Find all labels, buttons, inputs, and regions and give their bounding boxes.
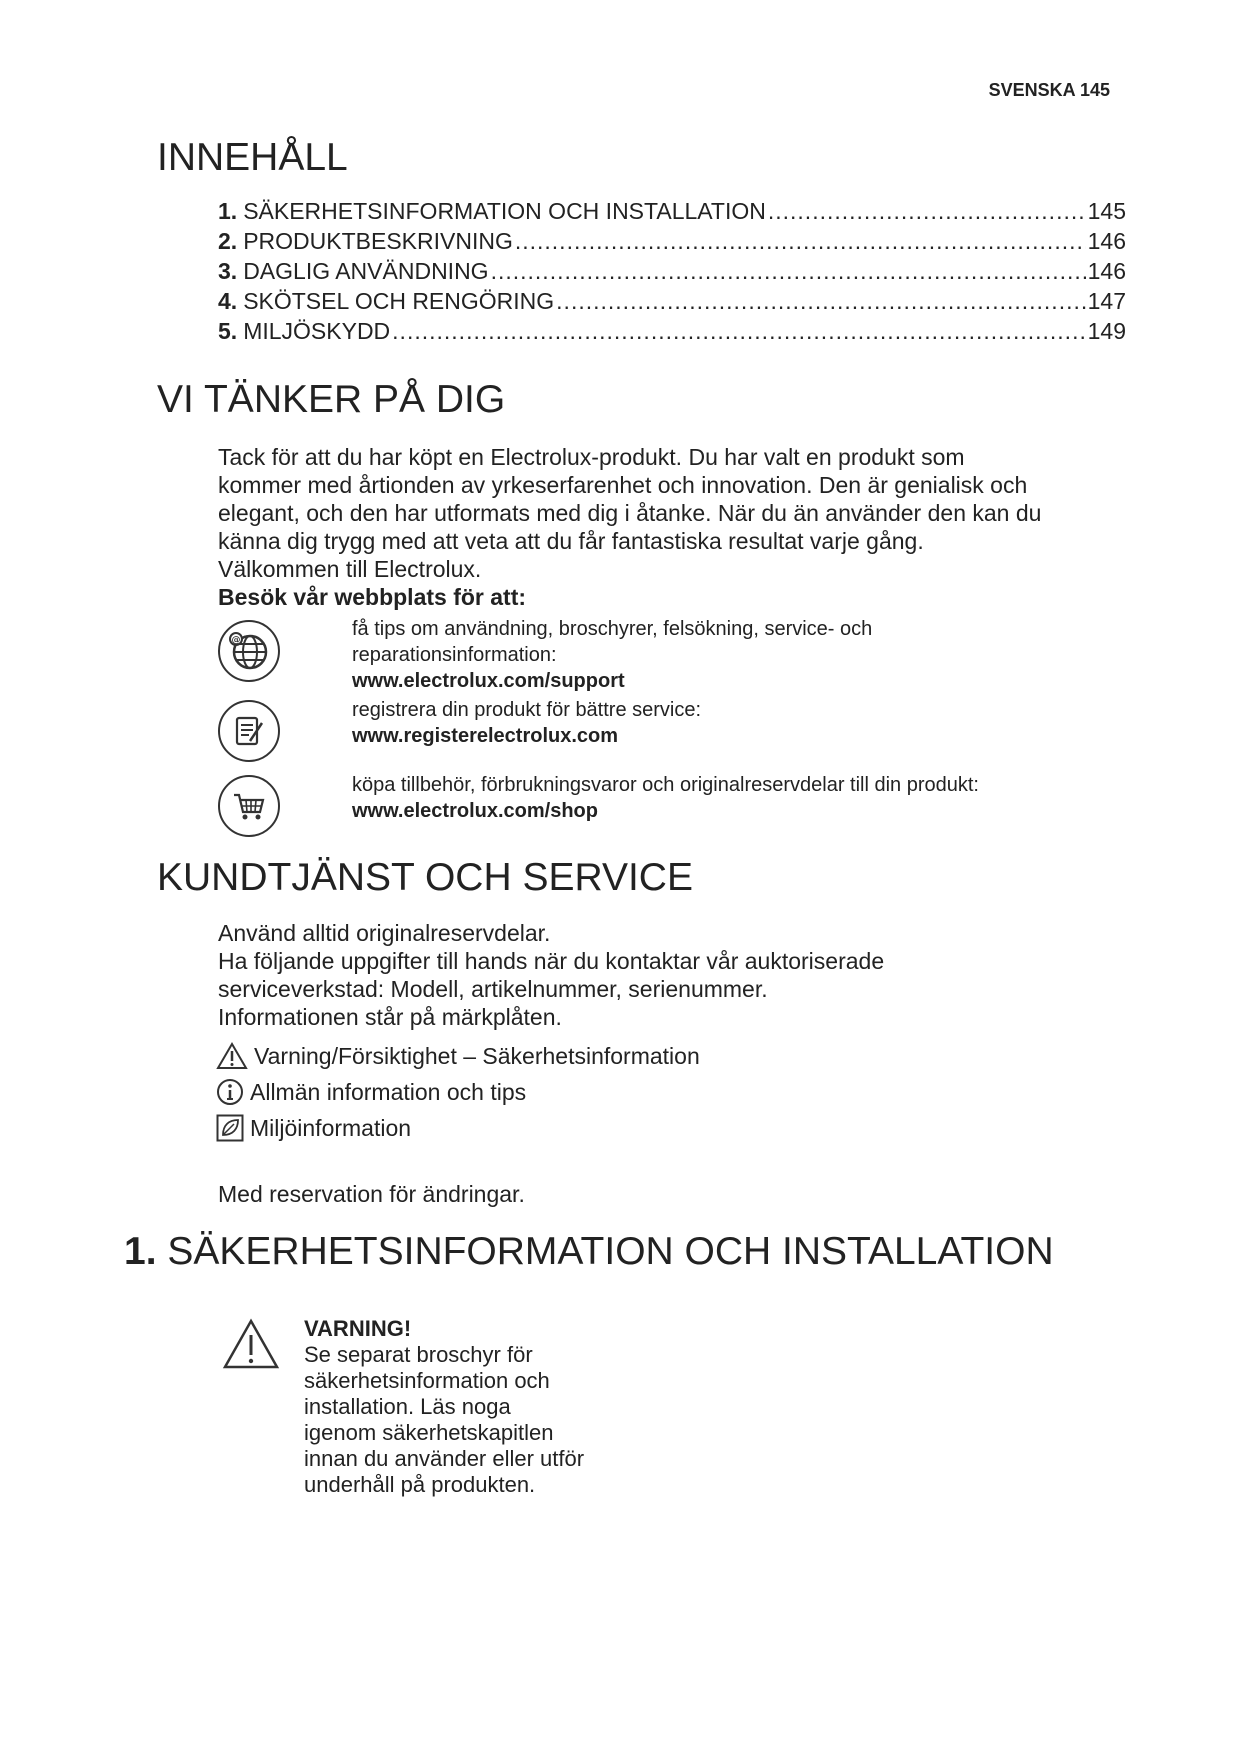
toc-leader-dots bbox=[392, 316, 1085, 346]
toc-item-page: 149 bbox=[1087, 318, 1126, 344]
service-title: KUNDTJÄNST OCH SERVICE bbox=[157, 856, 693, 899]
web-item-support bbox=[352, 616, 1152, 694]
warning-triangle-icon bbox=[222, 1318, 280, 1375]
toc-leader-dots bbox=[556, 286, 1085, 316]
toc-item-number: 5. bbox=[218, 318, 238, 344]
toc-item-title: MILJÖSKYDD bbox=[243, 318, 391, 344]
warning-line: Se separat broschyr för bbox=[304, 1342, 533, 1367]
intro-paragraph bbox=[218, 443, 1138, 611]
warning-triangle-icon bbox=[216, 1042, 248, 1070]
toc-item-page: 146 bbox=[1087, 258, 1126, 284]
toc-item-title: SÄKERHETSINFORMATION OCH INSTALLATION bbox=[243, 198, 766, 224]
toc-title: INNEHÅLL bbox=[157, 136, 348, 179]
web-item-shop bbox=[352, 772, 1172, 824]
svg-text:@: @ bbox=[231, 635, 241, 646]
toc-item[interactable] bbox=[218, 226, 1126, 256]
page-label: SVENSKA 145 bbox=[988, 80, 1110, 100]
warning-line: underhåll på produkten. bbox=[304, 1472, 536, 1497]
safety-section-title bbox=[124, 1230, 1054, 1274]
service-line: serviceverkstad: Modell, artikelnummer, serienummer. bbox=[218, 976, 768, 1002]
toc-item-title: DAGLIG ANVÄNDNING bbox=[243, 258, 489, 284]
intro-line: kommer med årtionden av yrkeserfarenhet och innovation. Den är genialisk och bbox=[218, 472, 1028, 498]
safety-section-text: SÄKERHETSINFORMATION OCH INSTALLATION bbox=[167, 1230, 1054, 1273]
warning-line: innan du använder eller utför bbox=[304, 1446, 585, 1471]
toc-item-title: SKÖTSEL OCH RENGÖRING bbox=[243, 288, 555, 314]
toc-leader-dots bbox=[491, 256, 1086, 286]
visit-heading: Besök vår webbplats för att: bbox=[218, 584, 527, 610]
shop-link[interactable]: www.electrolux.com/shop bbox=[352, 800, 598, 822]
toc-leader-dots bbox=[515, 226, 1086, 256]
symbol-legend bbox=[216, 1038, 700, 1146]
safety-section-number: 1. bbox=[124, 1230, 157, 1273]
web-item-text: köpa tillbehör, förbrukningsvaror och originalreservdelar till din produkt: bbox=[352, 774, 979, 796]
legend-item-info bbox=[216, 1074, 700, 1110]
intro-line: känna dig trygg med att veta att du får fantastiska resultat varje gång. bbox=[218, 528, 924, 554]
toc-item-number: 2. bbox=[218, 228, 238, 254]
legend-text: Miljöinformation bbox=[250, 1115, 412, 1141]
legend-item-environment bbox=[216, 1110, 700, 1146]
leaf-icon bbox=[216, 1114, 244, 1142]
reservation-note: Med reservation för ändringar. bbox=[218, 1181, 525, 1207]
service-line: Ha följande uppgifter till hands när du kontaktar vår auktoriserade bbox=[218, 948, 885, 974]
web-item-text: reparationsinformation: bbox=[352, 644, 557, 666]
service-paragraph bbox=[218, 919, 1138, 1031]
toc-leader-dots bbox=[768, 196, 1086, 226]
toc-item-number: 3. bbox=[218, 258, 238, 284]
toc-item[interactable] bbox=[218, 196, 1126, 226]
table-of-contents bbox=[218, 196, 1126, 346]
toc-item[interactable] bbox=[218, 316, 1126, 346]
toc-item[interactable] bbox=[218, 256, 1126, 286]
thinking-title: VI TÄNKER PÅ DIG bbox=[157, 378, 506, 421]
web-item-text: få tips om användning, broschyrer, felsökning, service- och bbox=[352, 618, 873, 640]
warning-heading: VARNING! bbox=[304, 1316, 412, 1341]
legend-text: Varning/Försiktighet – Säkerhetsinformation bbox=[254, 1043, 700, 1069]
toc-item-number: 4. bbox=[218, 288, 238, 314]
intro-line: elegant, och den har utformats med dig i åtanke. När du än använder den kan du bbox=[218, 500, 1042, 526]
shopping-cart-icon bbox=[218, 775, 280, 837]
toc-item-title: PRODUKTBESKRIVNING bbox=[243, 228, 513, 254]
toc-item-number: 1. bbox=[218, 198, 238, 224]
warning-line: säkerhetsinformation och bbox=[304, 1368, 550, 1393]
service-line: Informationen står på märkplåten. bbox=[218, 1004, 562, 1030]
intro-line: Tack för att du har köpt en Electrolux-produkt. Du har valt en produkt som bbox=[218, 444, 965, 470]
info-icon bbox=[216, 1078, 244, 1106]
toc-item-page: 147 bbox=[1087, 288, 1126, 314]
warning-box bbox=[304, 1316, 704, 1498]
support-link[interactable]: www.electrolux.com/support bbox=[352, 670, 625, 692]
toc-item-page: 145 bbox=[1087, 198, 1126, 224]
legend-text: Allmän information och tips bbox=[250, 1079, 527, 1105]
intro-line: Välkommen till Electrolux. bbox=[218, 556, 482, 582]
register-link[interactable]: www.registerelectrolux.com bbox=[352, 725, 619, 747]
web-item-text: registrera din produkt för bättre service: bbox=[352, 699, 702, 721]
toc-item[interactable] bbox=[218, 286, 1126, 316]
legend-item-warning bbox=[216, 1038, 700, 1074]
register-icon bbox=[218, 700, 280, 762]
toc-item-page: 146 bbox=[1087, 228, 1126, 254]
warning-line: installation. Läs noga bbox=[304, 1394, 511, 1419]
web-item-register bbox=[352, 697, 1152, 749]
service-line: Använd alltid originalreservdelar. bbox=[218, 920, 551, 946]
warning-line: igenom säkerhetskapitlen bbox=[304, 1420, 554, 1445]
globe-icon bbox=[218, 620, 280, 682]
